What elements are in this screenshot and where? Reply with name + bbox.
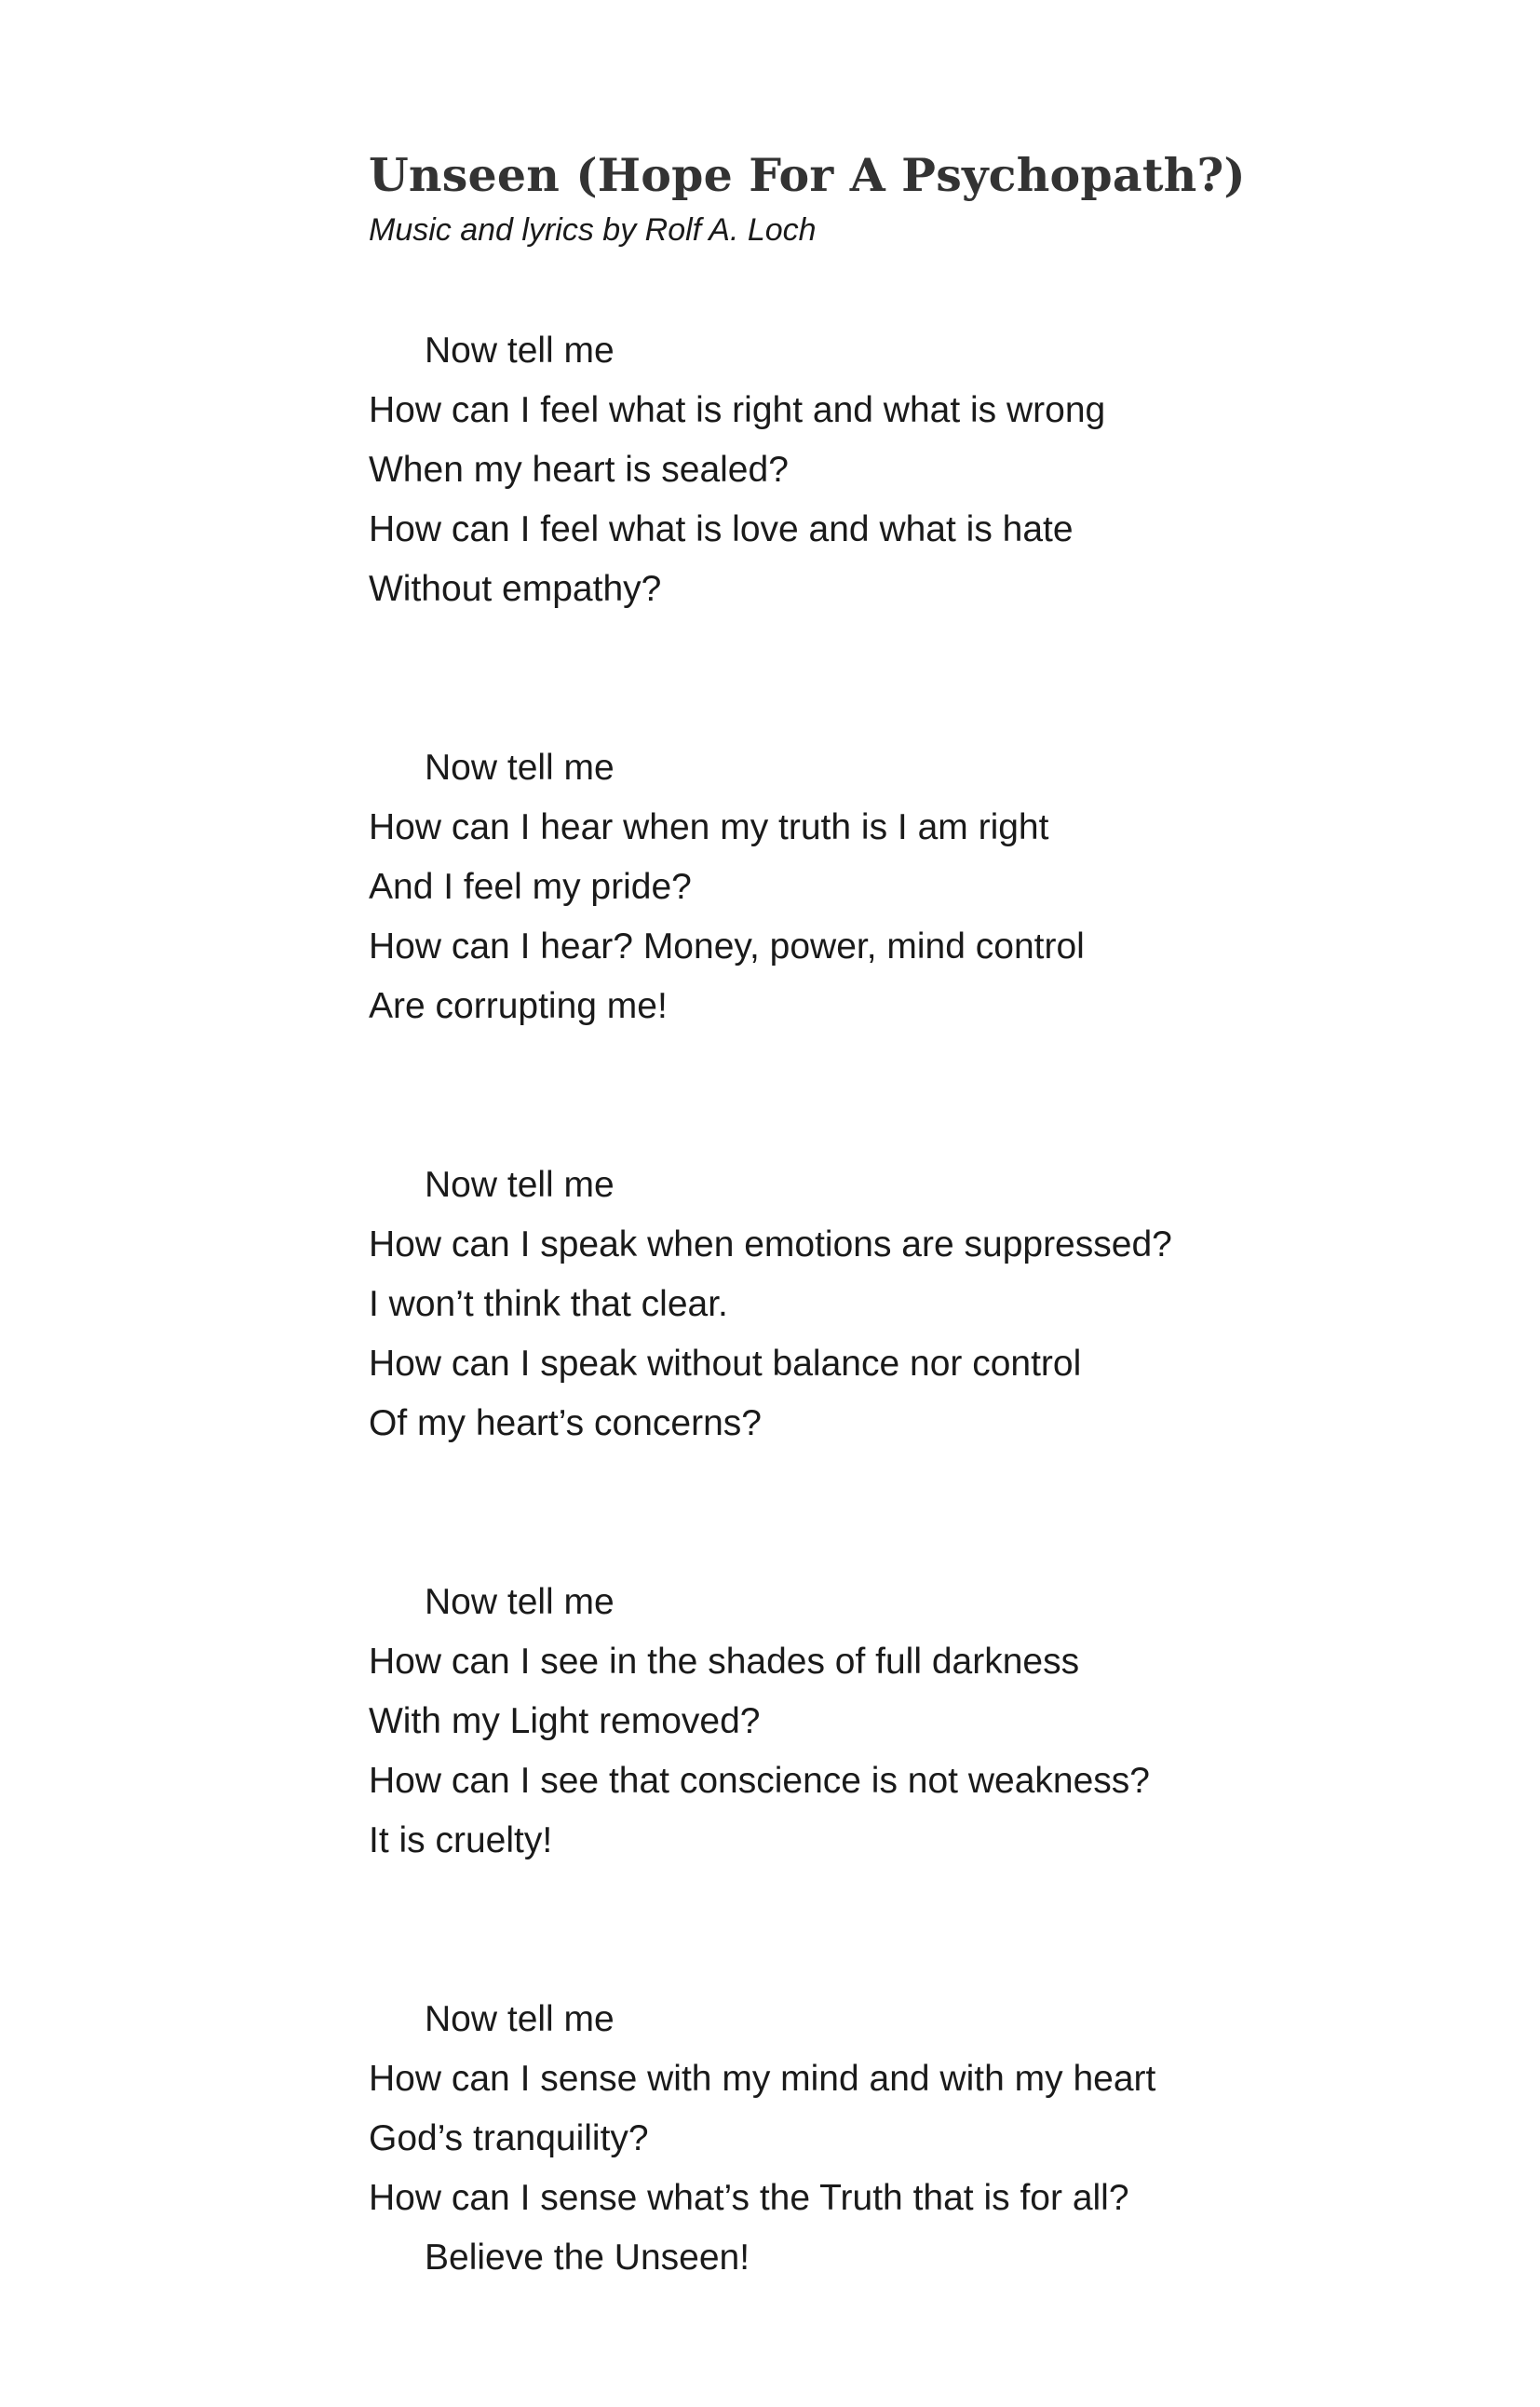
lyric-line: How can I hear? Money, power, mind control — [369, 926, 1085, 967]
lyric-line: How can I sense what’s the Truth that is for all? — [369, 2178, 1129, 2218]
lyrics-body — [369, 321, 1393, 2407]
lyric-line: How can I sense with my mind and with my heart — [369, 2059, 1156, 2099]
stanza-1 — [369, 321, 1393, 619]
stanza-4 — [369, 1573, 1393, 1871]
lyric-line: How can I hear when my truth is I am right — [369, 807, 1049, 847]
lyric-line: Now tell me — [425, 331, 615, 371]
lyric-line: Now tell me — [425, 748, 615, 788]
song-title: Unseen (Hope For A Psychopath?) — [369, 148, 1246, 202]
lyric-line: Believe the Unseen! — [425, 2238, 750, 2278]
lyric-line: Of my heart’s concerns? — [369, 1403, 762, 1443]
lyric-line: How can I feel what is love and what is hate — [369, 509, 1074, 549]
lyric-line: Without empathy? — [369, 569, 662, 609]
lyric-line: When my heart is sealed? — [369, 450, 789, 490]
lyric-line: Are corrupting me! — [369, 986, 668, 1026]
lyric-line: Now tell me — [425, 1165, 615, 1205]
lyric-line: It is cruelty! — [369, 1820, 553, 1860]
lyric-line: God’s tranquility? — [369, 2118, 649, 2158]
lyric-line: How can I see in the shades of full darkness — [369, 1642, 1080, 1682]
song-credits: Music and lyrics by Rolf A. Loch — [369, 212, 817, 248]
lyric-line: How can I speak without balance nor control — [369, 1344, 1082, 1384]
lyric-line: I won’t think that clear. — [369, 1284, 728, 1324]
lyric-line: And I feel my pride? — [369, 867, 692, 907]
lyric-line: With my Light removed? — [369, 1701, 761, 1741]
lyric-line: How can I feel what is right and what is wrong — [369, 390, 1106, 430]
lyric-line: How can I see that conscience is not weakness? — [369, 1761, 1150, 1801]
lyric-line: Now tell me — [425, 1999, 615, 2039]
stanza-5 — [369, 1990, 1393, 2288]
lyric-line: Now tell me — [425, 1582, 615, 1622]
stanza-3 — [369, 1156, 1393, 1454]
lyric-line: How can I speak when emotions are suppressed? — [369, 1224, 1172, 1264]
stanza-2 — [369, 738, 1393, 1036]
